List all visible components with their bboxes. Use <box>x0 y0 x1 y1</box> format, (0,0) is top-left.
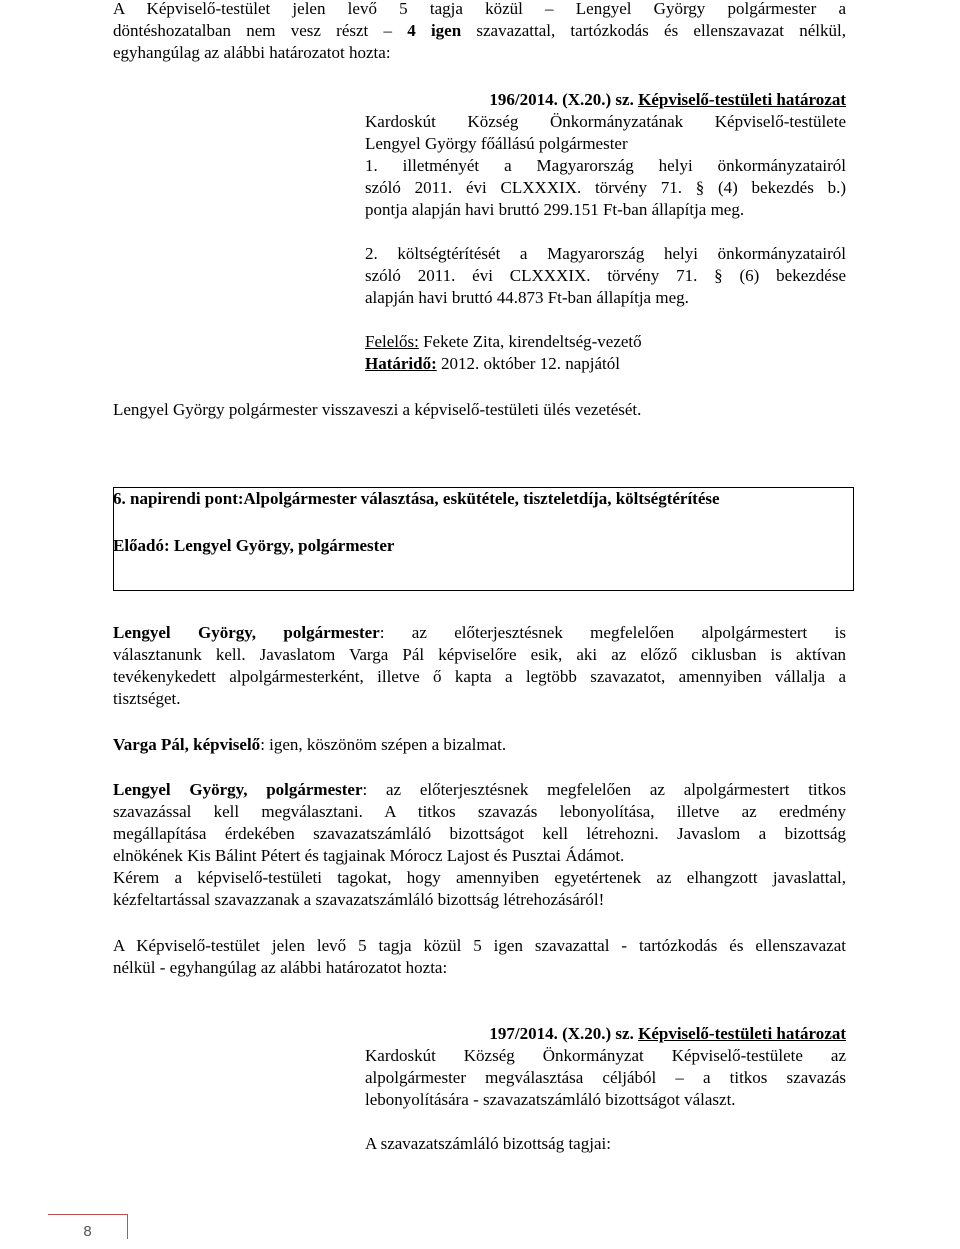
resolution-196-point-2: szóló 2011. évi CLXXXIX. törvény 71. § (6) bekezdése <box>365 266 846 285</box>
page-number: 8 <box>48 1214 128 1239</box>
agenda-presenter: Előadó: Lengyel György, polgármester <box>113 536 395 555</box>
resolution-196-line: Lengyel György főállású polgármester <box>365 134 628 153</box>
resolution-197: 197/2014. (X.20.) sz. Képviselő-testületi határozat Kardoskút Község Önkormányzat Képviselő-testülete az alpolgármester megválasztása céljából – a titkos szavazás lebonyolítására - szavazatszámláló bizottságot választ. A szavazatszámláló bizottság tagjai: <box>365 1024 846 1153</box>
speech-paragraph: Lengyel György, polgármester: az előterjesztésnek megfelelően alpolgármestert is választanunk kell. Javaslatom Varga Pál képviselőre esik, aki az előző ciklusban is aktívan tevékenykedett alpolgármesterként, illetve ő kapta a legtöbb szavazatot, amennyiben vállalja a tisztséget. <box>113 623 846 708</box>
resolution-196-point-2: 2. költségtérítését a Magyarország helyi önkormányzatairól <box>365 244 846 263</box>
responsible: Felelős: Fekete Zita, kirendeltség-vezető <box>365 332 642 351</box>
resolution-196-point-1: pontja alapján havi bruttó 299.151 Ft-ban állapítja meg. <box>365 200 745 219</box>
handover-text: Lengyel György polgármester visszaveszi a képviselő-testületi ülés vezetését. <box>113 400 642 419</box>
agenda-box <box>113 487 854 591</box>
speaker-name: Lengyel György, polgármester <box>113 623 380 642</box>
intro-line-1: A Képviselő-testület jelen levő 5 tagja közül – Lengyel György polgármester a <box>113 0 846 18</box>
resolution-196-point-1: 1. illetményét a Magyarország helyi önkormányzatairól <box>365 156 846 175</box>
resolution-196-heading: 196/2014. (X.20.) sz. Képviselő-testületi határozat <box>489 90 846 109</box>
speech-paragraph: Lengyel György, polgármester: az előterjesztésnek megfelelően az alpolgármestert titkos szavazással kell megválasztani. A titkos szavazás lebonyolítása, illetve az eredmény megállapítása érdekében szavazatszámláló bizottságot kell létrehozni. Javaslom a bizottság elnökének Kis Bálint Pétert és tagjainak Mórocz Lajost és Pusztai Ádámot. Kérem a képviselő-testületi tagokat, hogy amennyiben egyetértenek az elhangzott javaslattal, kézfeltartással szavazzanak a szavazatszámláló bizottság létrehozásáról! <box>113 780 846 909</box>
speaker-name: Varga Pál, képviselő <box>113 735 261 754</box>
intro-vote-count: 4 igen <box>407 21 462 40</box>
speaker-name: Lengyel György, polgármester <box>113 780 363 799</box>
committee-members-heading: A szavazatszámláló bizottság tagjai: <box>365 1134 611 1153</box>
deadline: Határidő: 2012. október 12. napjától <box>365 354 620 373</box>
intro-line-3: egyhangúlag az alábbi határozatot hozta: <box>113 43 391 62</box>
intro-paragraph <box>113 0 846 64</box>
resolution-197-heading: 197/2014. (X.20.) sz. Képviselő-testületi határozat <box>489 1024 846 1043</box>
resolution-196-point-2: alapján havi bruttó 44.873 Ft-ban állapítja meg. <box>365 288 689 307</box>
agenda-title: 6. napirendi pont:Alpolgármester választása, eskütétele, tiszteletdíja, költségtérítése <box>113 489 720 508</box>
resolution-196-line: Kardoskút Község Önkormányzatának Képviselő-testülete <box>365 112 846 131</box>
intro-line-2: döntéshozatalban nem vesz részt – 4 igen szavazattal, tartózkodás és ellenszavazat nélkül, <box>113 21 846 40</box>
vote-paragraph: A Képviselő-testület jelen levő 5 tagja közül 5 igen szavazattal - tartózkodás és ellenszavazat nélkül - egyhangúlag az alábbi határozatot hozta: <box>113 936 846 977</box>
speech-paragraph: Varga Pál, képviselő: igen, köszönöm szépen a bizalmat. <box>113 735 507 754</box>
resolution-196 <box>365 89 846 375</box>
resolution-196-point-1: szóló 2011. évi CLXXXIX. törvény 71. § (4) bekezdés b.) <box>365 178 846 197</box>
